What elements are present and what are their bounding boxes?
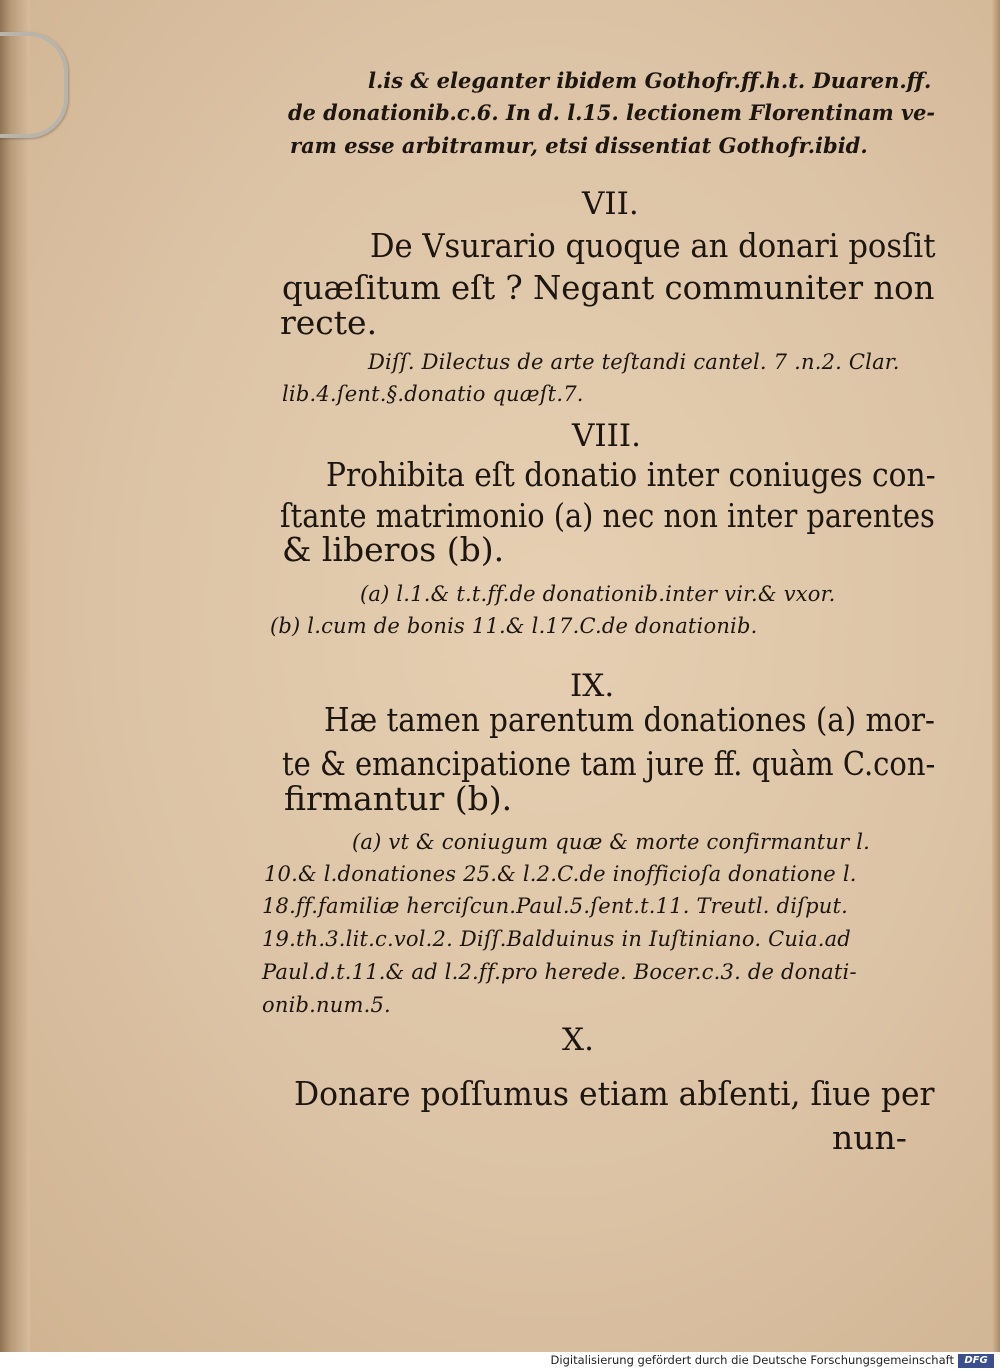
body-line-3: recte. <box>280 303 378 342</box>
note-line-2: de donationib.c.6. In d. l.15. lectionem Florentinam ve- <box>288 100 936 125</box>
footer-credit: Digitalisierung gefördert durch die Deutsche Forschungsgemeinschaft <box>550 1353 954 1367</box>
body-line-7: Hæ tamen parentum donationes (a) mor- <box>324 700 935 739</box>
body-line-2: quæſitum eſt ? Negant communiter non <box>282 268 935 307</box>
body-line-8: te & emancipatione tam jure ff. quàm C.con- <box>282 744 936 783</box>
note-line-4: Diſſ. Dilectus de arte teſtandi cantel. 7 .n.2. Clar. <box>368 350 900 374</box>
body-line-9: firmantur (b). <box>284 779 513 818</box>
note-line-11: 19.th.3.lit.c.vol.2. Diſſ.Balduinus in Iuſtiniano. Cuia.ad <box>262 927 851 951</box>
note-line-12: Paul.d.t.11.& ad l.2.ff.pro herede. Bocer.c.3. de donati- <box>262 960 857 984</box>
body-line-1: De Vsurario quoque an donari posſit <box>370 226 936 265</box>
note-line-1: l.is & eleganter ibidem Gothofr.ff.h.t. Duaren.ff. <box>368 68 932 93</box>
page-edge <box>992 0 1000 1352</box>
section-numeral-x: X. <box>562 1022 594 1058</box>
body-line-6: & liberos (b). <box>282 530 505 569</box>
body-line-5: ſtante matrimonio (a) nec non inter parentes <box>280 496 935 535</box>
digitization-footer <box>0 1352 1000 1371</box>
dfg-logo-icon: DFG <box>958 1354 994 1368</box>
note-line-6: (a) l.1.& t.t.ff.de donationib.inter vir.& vxor. <box>360 582 836 606</box>
body-line-4: Prohibita eſt donatio inter coniuges con- <box>326 455 936 494</box>
note-line-10: 18.ff.familiæ herciſcun.Paul.5.ſent.t.11. Treutl. diſput. <box>262 894 848 918</box>
section-numeral-vii: VII. <box>582 186 639 222</box>
note-line-8: (a) vt & coniugum quæ & morte confirmantur l. <box>352 830 871 854</box>
note-line-5: lib.4.ſent.§.donatio quæſt.7. <box>282 382 584 406</box>
page-gutter <box>0 0 30 1352</box>
catchword: nun- <box>832 1118 907 1157</box>
section-numeral-ix: IX. <box>570 668 615 704</box>
note-line-13: onib.num.5. <box>262 993 391 1017</box>
paper-clip-icon <box>0 32 68 138</box>
section-numeral-viii: VIII. <box>572 418 641 454</box>
note-line-9: 10.& l.donationes 25.& l.2.C.de inofficioſa donatione l. <box>264 862 857 886</box>
note-line-7: (b) l.cum de bonis 11.& l.17.C.de donationib. <box>270 614 758 638</box>
body-line-10: Donare poſſumus etiam abſenti, ſiue per <box>294 1074 935 1113</box>
note-line-3: ram esse arbitramur, etsi dissentiat Gothofr.ibid. <box>290 133 868 158</box>
